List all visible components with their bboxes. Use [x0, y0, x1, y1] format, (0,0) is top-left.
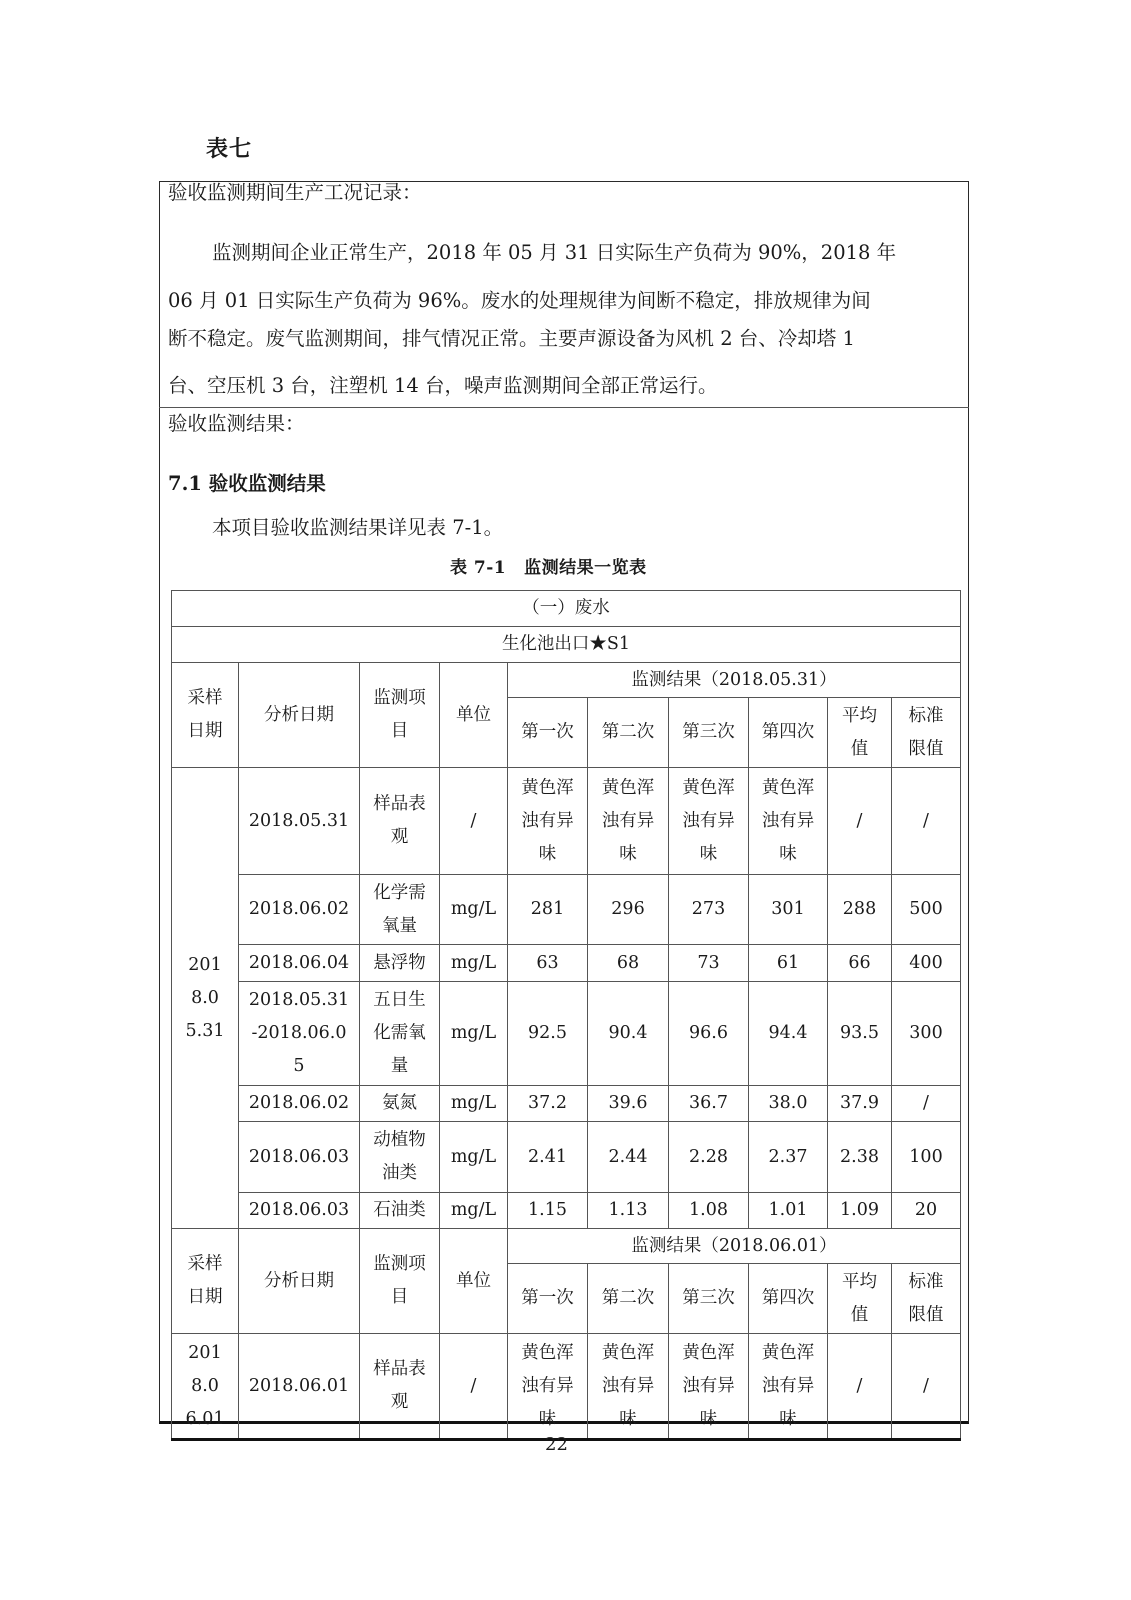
header-second	[588, 698, 669, 768]
average-cell	[828, 1086, 892, 1122]
limit-cell-text: 20	[914, 1200, 938, 1220]
header-item	[360, 1229, 440, 1334]
sampling-date-cell-text: 2018.05.31	[185, 954, 225, 1041]
value-cell	[588, 1193, 669, 1229]
header-third-text: 第三次	[682, 1288, 735, 1308]
item-cell	[360, 1122, 440, 1193]
value-cell-text: 1.08	[689, 1200, 728, 1220]
analysis-date-cell-text: 2018.05.31	[248, 810, 350, 831]
table-row	[172, 627, 961, 663]
item-cell	[360, 1334, 440, 1440]
results-label: 验收监测结果：	[168, 412, 305, 435]
header-limit	[892, 1264, 961, 1334]
unit-cell	[440, 1086, 508, 1122]
header-second	[588, 1264, 669, 1334]
table-row	[172, 591, 961, 627]
limit-cell-text: 500	[909, 899, 943, 919]
header-fourth	[749, 698, 828, 768]
value-cell-text: 36.7	[689, 1093, 728, 1113]
subsection-heading: 7.1 验收监测结果	[168, 472, 326, 495]
header-first	[508, 698, 588, 768]
unit-cell-text: mg/L	[450, 1146, 497, 1167]
value-cell	[749, 768, 828, 875]
average-cell	[828, 945, 892, 982]
analysis-date-cell-text: 2018.06.02	[248, 899, 350, 919]
analysis-date-cell-text: 2018.06.02	[248, 1093, 350, 1113]
limit-cell	[892, 875, 961, 945]
limit-cell	[892, 1334, 961, 1440]
value-cell	[508, 1334, 588, 1440]
header-average-text: 平均值	[842, 1271, 877, 1325]
value-cell	[749, 982, 828, 1086]
value-cell	[588, 875, 669, 945]
table-row	[172, 1229, 961, 1264]
value-cell	[588, 1122, 669, 1193]
average-cell-text: /	[856, 1375, 863, 1396]
header-analysis-date-text: 分析日期	[264, 1270, 334, 1291]
analysis-date-cell	[239, 1193, 360, 1229]
value-cell-text: 273	[691, 899, 726, 919]
value-cell-text: 61	[776, 952, 800, 973]
sampling-date-cell	[172, 768, 239, 1229]
table-row	[172, 945, 961, 982]
header-results-title	[508, 663, 961, 698]
item-cell	[360, 1193, 440, 1229]
table-row	[172, 1193, 961, 1229]
table-row	[172, 768, 961, 875]
header-results-title-text: 监测结果（2018.05.31）	[631, 669, 837, 690]
production-paragraph-line: 断不稳定。废气监测期间，排气情况正常。主要声源设备为风机 2 台、冷却塔 1	[168, 327, 855, 350]
value-cell	[669, 1086, 749, 1122]
value-cell-text: 92.5	[528, 1023, 567, 1043]
header-average	[828, 1264, 892, 1334]
table-caption-title: 监测结果一览表	[524, 558, 647, 578]
value-cell	[749, 1086, 828, 1122]
unit-cell	[440, 1334, 508, 1440]
average-cell	[828, 768, 892, 875]
header-limit-text: 标准限值	[908, 705, 944, 759]
analysis-date-cell-text: 2018.06.04	[248, 952, 350, 973]
header-results-title	[508, 1229, 961, 1264]
limit-cell-text: /	[923, 810, 929, 831]
average-cell-text: 37.9	[840, 1093, 879, 1113]
unit-cell-text: mg/L	[450, 1023, 497, 1043]
value-cell-text: 黄色浑浊有异味	[521, 777, 574, 864]
value-cell-text: 2.41	[528, 1146, 567, 1167]
average-cell	[828, 1122, 892, 1193]
unit-cell-text: mg/L	[450, 1200, 497, 1220]
header-fourth	[749, 1264, 828, 1334]
value-cell-text: 296	[611, 899, 645, 919]
analysis-date-cell	[239, 1122, 360, 1193]
header-analysis-date-text: 分析日期	[264, 704, 334, 725]
header-analysis-date	[239, 1229, 360, 1334]
header-item-text: 监测项目	[373, 688, 426, 741]
average-cell-text: 93.5	[840, 1023, 879, 1043]
header-second-text: 第二次	[601, 1288, 655, 1308]
value-cell-text: 281	[530, 899, 565, 919]
value-cell	[588, 768, 669, 875]
analysis-date-cell	[239, 945, 360, 982]
item-cell-text: 样品表观	[373, 794, 426, 847]
header-results-title-text: 监测结果（2018.06.01）	[631, 1235, 837, 1256]
section-divider	[159, 407, 969, 408]
table-row	[172, 663, 961, 698]
header-second-text: 第二次	[601, 722, 655, 742]
value-cell-text: 1.15	[528, 1200, 567, 1220]
average-cell-text: 1.09	[840, 1200, 879, 1220]
value-cell-text: 2.28	[689, 1146, 728, 1167]
header-average-text: 平均值	[842, 705, 877, 759]
item-cell	[360, 982, 440, 1086]
analysis-date-cell-text: 2018.06.03	[248, 1146, 350, 1167]
value-cell-text: 90.4	[608, 1023, 648, 1043]
item-cell-text: 悬浮物	[373, 952, 426, 973]
header-unit-text: 单位	[456, 1270, 491, 1291]
average-cell-text: 288	[842, 899, 877, 919]
limit-cell-text: /	[923, 1093, 929, 1113]
analysis-date-cell	[239, 1086, 360, 1122]
table-row	[172, 1122, 961, 1193]
item-cell-text: 化学需氧量	[373, 882, 426, 936]
value-cell-text: 37.2	[528, 1093, 567, 1113]
item-cell-text: 五日生化需氧量	[373, 990, 426, 1076]
item-cell-text: 动植物油类	[373, 1130, 426, 1183]
header-sampling-date	[172, 1229, 239, 1334]
value-cell	[669, 875, 749, 945]
limit-cell-text: 100	[909, 1146, 943, 1167]
header-unit	[440, 663, 508, 768]
item-cell	[360, 1086, 440, 1122]
header-sampling-date	[172, 663, 239, 768]
production-label: 验收监测期间生产工况记录：	[168, 181, 422, 204]
value-cell	[588, 1334, 669, 1440]
value-cell-text: 2.44	[608, 1146, 648, 1167]
analysis-date-cell	[239, 875, 360, 945]
category-cell-text: （一）废水	[522, 598, 610, 618]
unit-cell-text: /	[470, 810, 477, 831]
unit-cell	[440, 875, 508, 945]
average-cell-text: 66	[848, 952, 871, 973]
limit-cell-text: /	[923, 1375, 929, 1396]
limit-cell-text: 300	[909, 1023, 943, 1043]
table-row	[172, 1086, 961, 1122]
value-cell-text: 黄色浑浊有异味	[521, 1342, 574, 1429]
header-first-text: 第一次	[521, 1288, 574, 1308]
value-cell	[588, 982, 669, 1086]
limit-cell	[892, 1193, 961, 1229]
header-sampling-date-text: 采样日期	[187, 1254, 223, 1307]
location-cell	[172, 627, 961, 663]
table-row	[172, 875, 961, 945]
unit-cell	[440, 1193, 508, 1229]
value-cell-text: 2.37	[768, 1146, 808, 1167]
value-cell-text: 1.13	[608, 1200, 648, 1220]
value-cell-text: 黄色浑浊有异味	[761, 777, 815, 864]
item-cell-text: 石油类	[373, 1200, 426, 1220]
section-title: 表七	[206, 136, 253, 162]
table-caption-number: 表 7-1	[450, 558, 507, 578]
analysis-date-cell	[239, 768, 360, 875]
average-cell-text: /	[856, 810, 863, 831]
limit-cell	[892, 768, 961, 875]
limit-cell	[892, 1086, 961, 1122]
value-cell	[749, 1122, 828, 1193]
average-cell	[828, 1334, 892, 1440]
production-paragraph-line: 台、空压机 3 台，注塑机 14 台，噪声监测期间全部正常运行。	[168, 374, 718, 397]
value-cell-text: 黄色浑浊有异味	[601, 1342, 655, 1429]
value-cell	[669, 982, 749, 1086]
value-cell	[508, 875, 588, 945]
value-cell	[749, 1193, 828, 1229]
value-cell-text: 38.0	[768, 1093, 808, 1113]
production-paragraph-line: 监测期间企业正常生产，2018 年 05 月 31 日实际生产负荷为 90%，2018 年	[212, 241, 897, 264]
value-cell-text: 94.4	[768, 1023, 808, 1043]
analysis-date-cell	[239, 982, 360, 1086]
item-cell	[360, 945, 440, 982]
header-item	[360, 663, 440, 768]
page-number: 22	[545, 1434, 568, 1455]
header-first-text: 第一次	[521, 722, 574, 742]
header-limit-text: 标准限值	[908, 1271, 944, 1325]
header-third	[669, 698, 749, 768]
monitoring-results-table	[171, 590, 961, 1441]
average-cell	[828, 982, 892, 1086]
table-caption	[450, 553, 647, 578]
table-row	[172, 982, 961, 1086]
header-third-text: 第三次	[682, 722, 735, 742]
analysis-date-cell-text: 2018.06.01	[248, 1375, 350, 1396]
header-first	[508, 1264, 588, 1334]
value-cell	[508, 945, 588, 982]
value-cell-text: 301	[771, 899, 805, 919]
production-paragraph-line: 06 月 01 日实际生产负荷为 96%。废水的处理规律为间断不稳定，排放规律为间	[168, 289, 871, 312]
sampling-date-cell-text: 2018.06.01	[185, 1342, 225, 1429]
average-cell	[828, 875, 892, 945]
header-item-text: 监测项目	[373, 1254, 426, 1307]
value-cell-text: 96.6	[689, 1023, 728, 1043]
item-cell-text: 氨氮	[382, 1093, 417, 1113]
sampling-date-cell	[172, 1334, 239, 1440]
value-cell	[669, 945, 749, 982]
value-cell	[669, 1193, 749, 1229]
unit-cell	[440, 982, 508, 1086]
header-unit-text: 单位	[456, 704, 491, 725]
item-cell	[360, 768, 440, 875]
value-cell-text: 68	[616, 952, 640, 973]
analysis-date-cell	[239, 1334, 360, 1440]
value-cell-text: 黄色浑浊有异味	[682, 1342, 735, 1429]
unit-cell	[440, 768, 508, 875]
limit-cell-text: 400	[909, 952, 943, 973]
intro-text: 本项目验收监测结果详见表 7-1。	[212, 516, 504, 539]
value-cell-text: 1.01	[768, 1200, 808, 1220]
value-cell	[588, 1086, 669, 1122]
item-cell-text: 样品表观	[373, 1359, 426, 1412]
value-cell	[749, 1334, 828, 1440]
limit-cell	[892, 1122, 961, 1193]
value-cell-text: 63	[536, 952, 559, 973]
value-cell	[749, 945, 828, 982]
value-cell	[508, 1086, 588, 1122]
value-cell	[508, 768, 588, 875]
header-sampling-date-text: 采样日期	[187, 688, 223, 741]
unit-cell-text: mg/L	[450, 899, 497, 919]
value-cell	[508, 1122, 588, 1193]
header-analysis-date	[239, 663, 360, 768]
analysis-date-cell-text: 2018.05.31-2018.06.05	[248, 990, 350, 1076]
unit-cell-text: /	[470, 1375, 477, 1396]
average-cell-text: 2.38	[840, 1146, 879, 1167]
average-cell	[828, 1193, 892, 1229]
unit-cell	[440, 1122, 508, 1193]
location-cell-text: 生化池出口★S1	[501, 634, 631, 654]
header-third	[669, 1264, 749, 1334]
value-cell	[669, 1122, 749, 1193]
value-cell-text: 73	[697, 952, 720, 973]
limit-cell	[892, 982, 961, 1086]
value-cell	[508, 982, 588, 1086]
table-row	[172, 1334, 961, 1440]
item-cell	[360, 875, 440, 945]
unit-cell-text: mg/L	[450, 1093, 497, 1113]
value-cell	[588, 945, 669, 982]
value-cell-text: 黄色浑浊有异味	[761, 1342, 815, 1429]
value-cell	[508, 1193, 588, 1229]
analysis-date-cell-text: 2018.06.03	[248, 1200, 350, 1220]
header-fourth-text: 第四次	[761, 1288, 815, 1308]
unit-cell	[440, 945, 508, 982]
value-cell-text: 黄色浑浊有异味	[682, 777, 735, 864]
unit-cell-text: mg/L	[450, 952, 497, 973]
value-cell	[669, 768, 749, 875]
limit-cell	[892, 945, 961, 982]
header-unit	[440, 1229, 508, 1334]
header-fourth-text: 第四次	[761, 722, 815, 742]
category-cell	[172, 591, 961, 627]
value-cell-text: 39.6	[608, 1093, 648, 1113]
value-cell-text: 黄色浑浊有异味	[601, 777, 655, 864]
header-average	[828, 698, 892, 768]
value-cell	[749, 875, 828, 945]
value-cell	[669, 1334, 749, 1440]
header-limit	[892, 698, 961, 768]
